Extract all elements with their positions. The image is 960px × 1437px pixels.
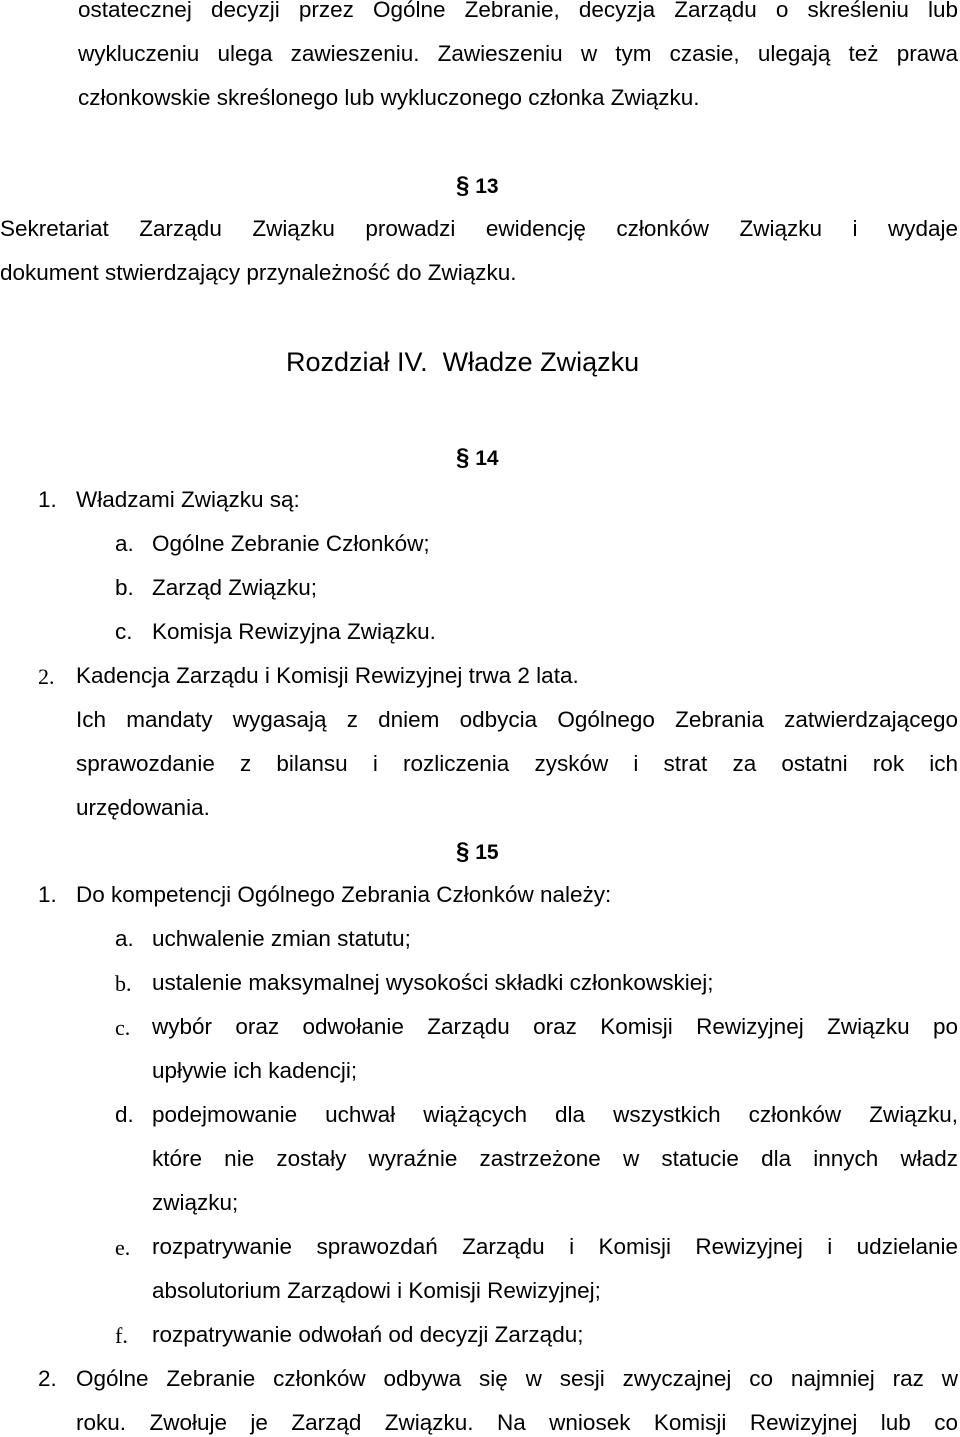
- paragraph-line: ostatecznej decyzji przez Ogólne Zebranie, decyzja Zarządu o skreśleniu lub: [78, 0, 958, 22]
- list-letter: d.: [115, 1102, 134, 1127]
- list-number: 1.: [38, 882, 57, 907]
- list-item-text: Do kompetencji Ogólnego Zebrania Członków należy:: [76, 882, 612, 907]
- list-item-text: Zarząd Związku;: [152, 575, 318, 600]
- list-item-text: Ogólne Zebranie członków odbywa się w sesji zwyczajnej co najmniej raz w: [76, 1366, 958, 1391]
- list-item-text: związku;: [152, 1190, 239, 1215]
- list-item-text: Władzami Związku są:: [76, 487, 300, 512]
- paragraph-line: wykluczeniu ulega zawieszeniu. Zawieszeniu w tym czasie, ulegają też prawa: [78, 41, 958, 66]
- list-item-text: wybór oraz odwołanie Zarządu oraz Komisji Rewizyjnej Związku po: [152, 1014, 958, 1039]
- section-number: 14: [475, 447, 499, 470]
- paragraph-line: dokument stwierdzający przynależność do Związku.: [0, 260, 517, 285]
- section-sign: §: [456, 444, 470, 471]
- list-number: 1.: [38, 487, 57, 512]
- list-number: 2.: [38, 664, 55, 689]
- list-letter: a.: [115, 531, 134, 556]
- list-item-text: rozpatrywanie sprawozdań Zarządu i Komisji Rewizyjnej i udzielanie: [152, 1234, 958, 1259]
- list-item-text: Ich mandaty wygasają z dniem odbycia Ogólnego Zebrania zatwierdzającego: [76, 707, 958, 732]
- paragraph-line: członkowskie skreślonego lub wykluczonego członka Związku.: [78, 85, 700, 110]
- list-letter: c.: [115, 619, 133, 644]
- list-item-text: które nie zostały wyraźnie zastrzeżone w statucie dla innych władz: [152, 1146, 958, 1171]
- list-item-text: Ogólne Zebranie Członków;: [152, 531, 430, 556]
- list-item-text: roku. Zwołuje je Zarząd Związku. Na wniosek Komisji Rewizyjnej lub co: [76, 1410, 958, 1435]
- paragraph-line: Sekretariat Zarządu Związku prowadzi ewidencję członków Związku i wydaje: [0, 216, 958, 241]
- list-letter: b.: [115, 575, 134, 600]
- list-item-text: urzędowania.: [76, 795, 210, 820]
- section-sign: §: [456, 838, 470, 865]
- section-number: 15: [475, 841, 499, 864]
- list-item-text: Kadencja Zarządu i Komisji Rewizyjnej trwa 2 lata.: [76, 663, 579, 688]
- list-letter: b.: [115, 971, 132, 996]
- list-item-text: absolutorium Zarządowi i Komisji Rewizyjnej;: [152, 1278, 601, 1303]
- section-heading-13: [456, 172, 499, 201]
- list-number: 2.: [38, 1366, 57, 1391]
- list-item-text: sprawozdanie z bilansu i rozliczenia zysków i strat za ostatni rok ich: [76, 751, 958, 776]
- section-heading-15: [456, 838, 499, 867]
- list-item-text: podejmowanie uchwał wiążących dla wszystkich członków Związku,: [152, 1102, 958, 1127]
- list-item-text: rozpatrywanie odwołań od decyzji Zarządu;: [152, 1322, 584, 1347]
- section-sign: §: [456, 172, 470, 199]
- list-item-text: upływie ich kadencji;: [152, 1058, 358, 1083]
- list-item-text: Komisja Rewizyjna Związku.: [152, 619, 436, 644]
- section-number: 13: [475, 175, 499, 198]
- chapter-heading: Rozdział IV. Władze Związku: [286, 347, 640, 377]
- list-letter: a.: [115, 926, 134, 951]
- list-letter: f.: [115, 1323, 128, 1348]
- list-item-text: ustalenie maksymalnej wysokości składki członkowskiej;: [152, 970, 714, 995]
- list-letter: c.: [115, 1015, 131, 1040]
- list-letter: e.: [115, 1235, 131, 1260]
- section-heading-14: [456, 444, 499, 473]
- list-item-text: uchwalenie zmian statutu;: [152, 926, 411, 951]
